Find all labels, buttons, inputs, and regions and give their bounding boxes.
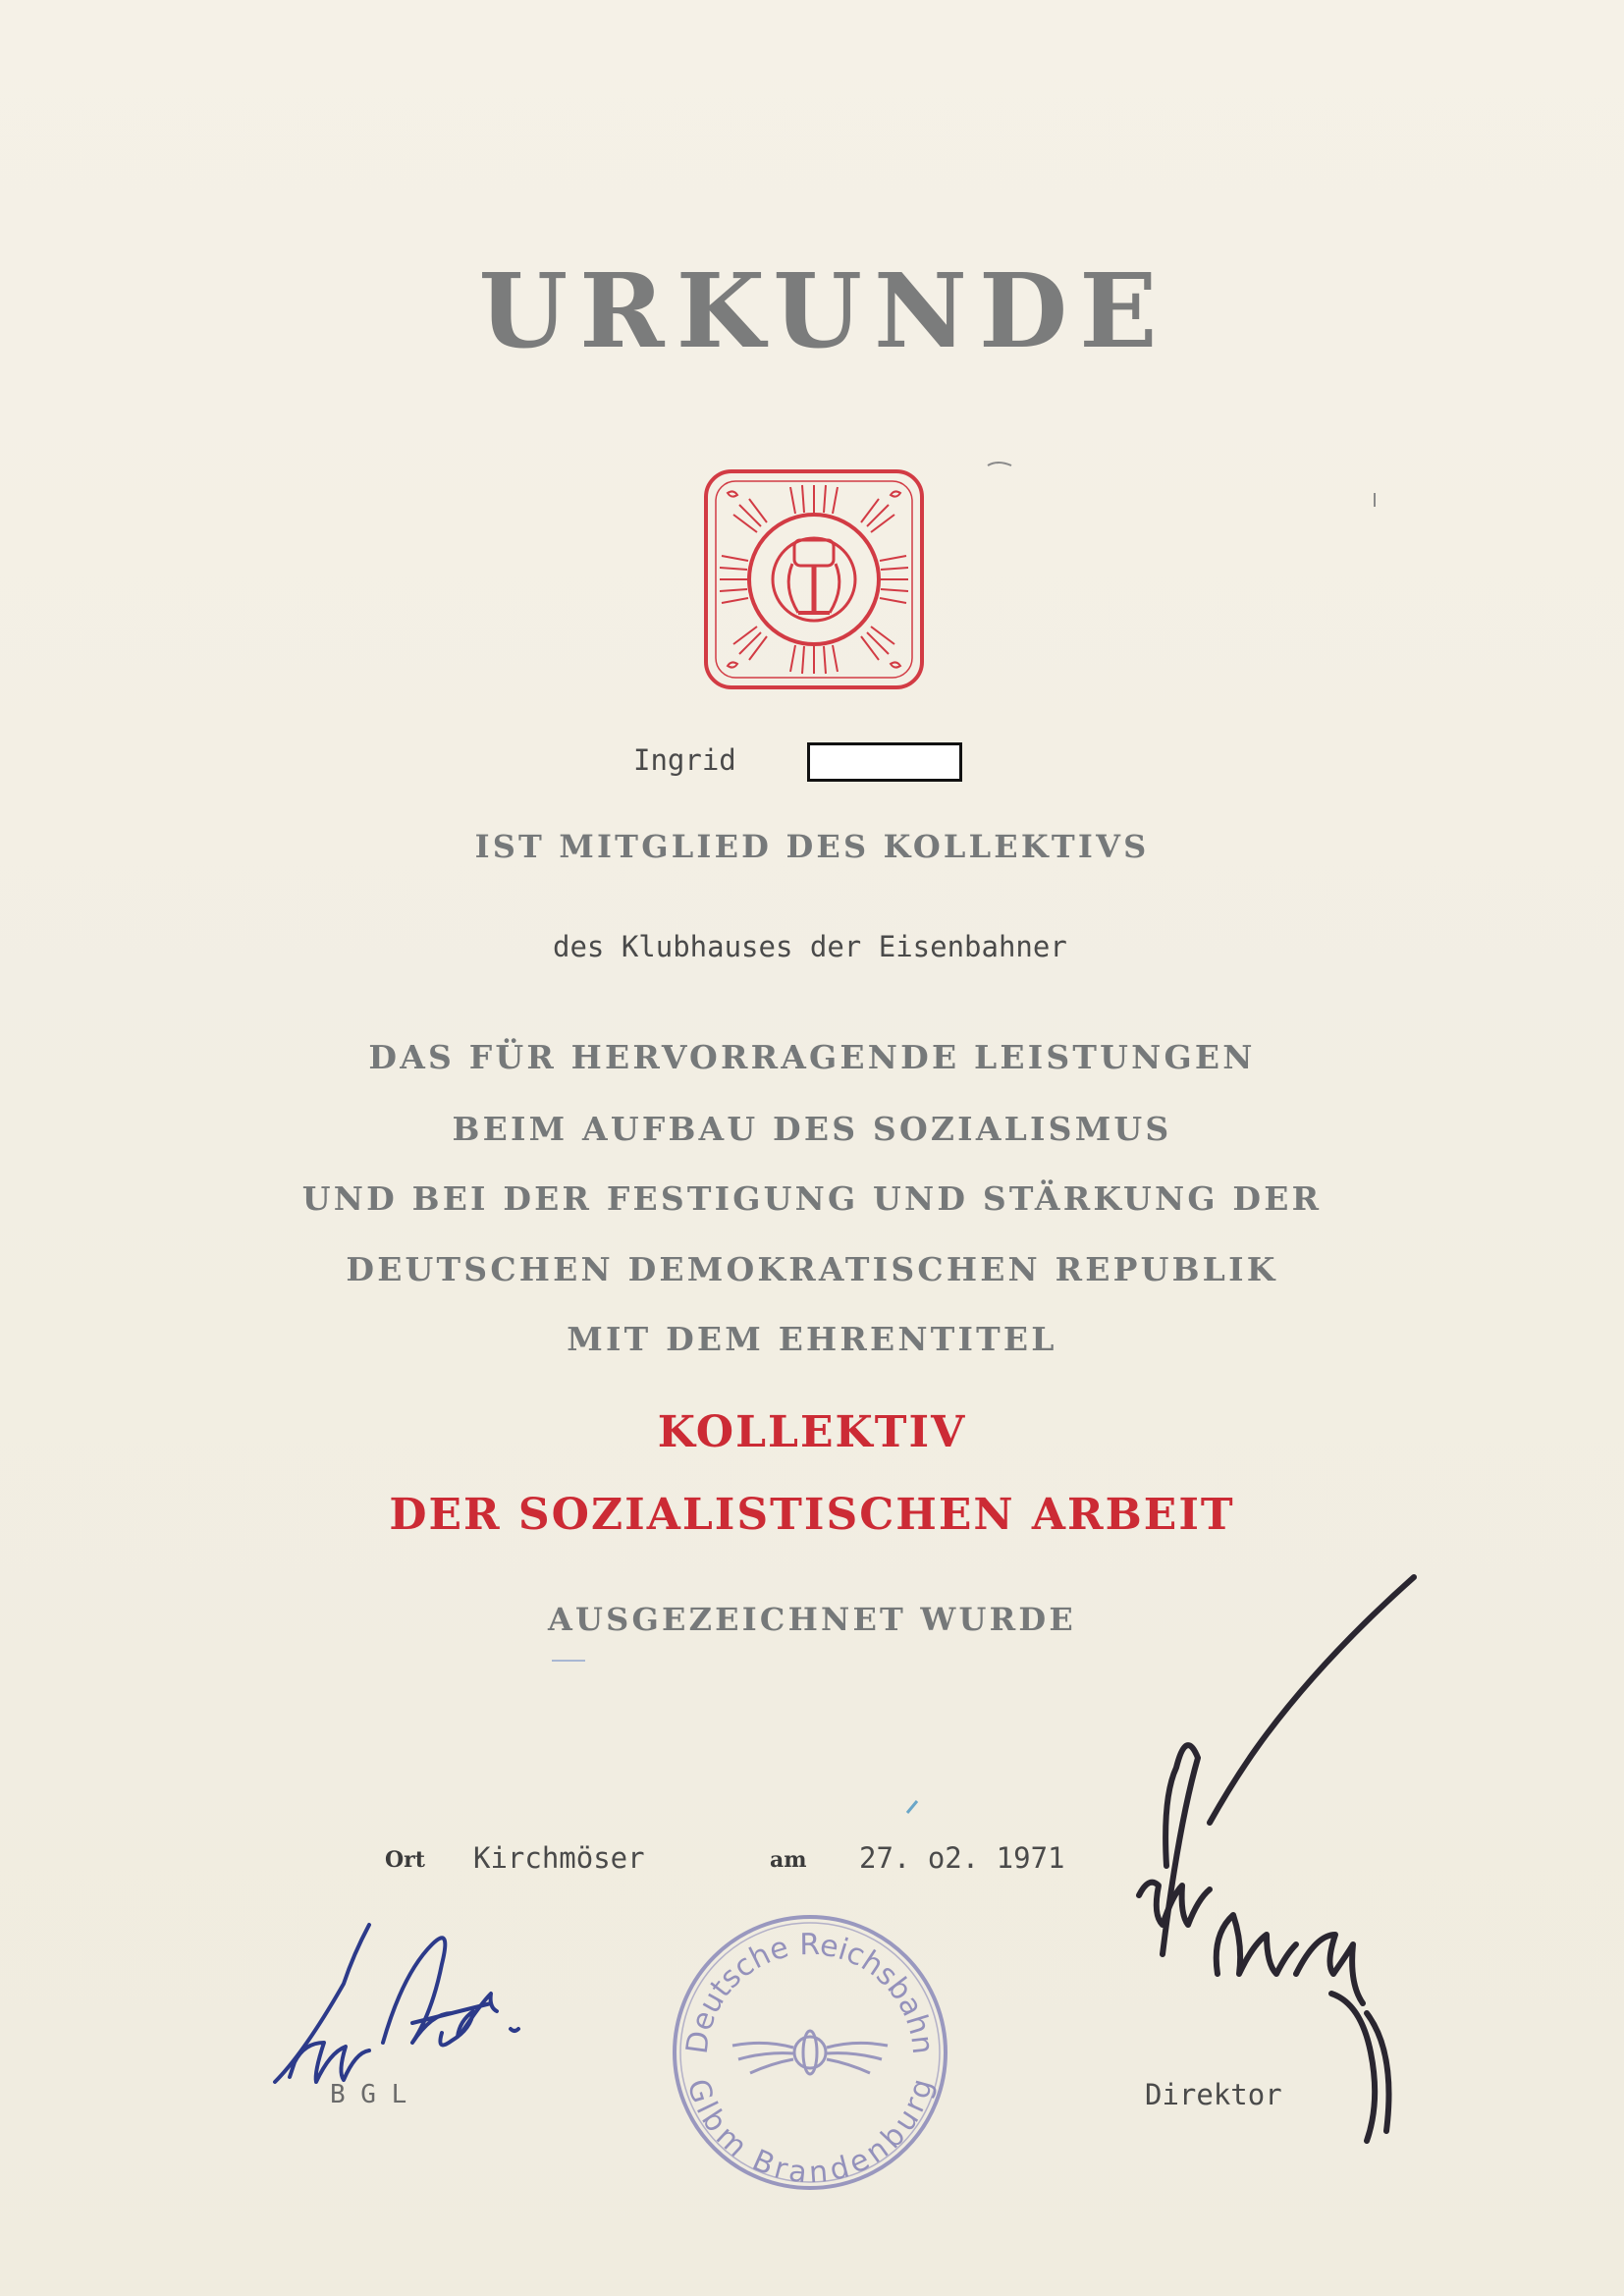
- place-value: Kirchmöser: [473, 1841, 645, 1875]
- honor-title-line-1: KOLLEKTIV: [657, 1407, 967, 1457]
- certificate-title: URKUNDE: [478, 250, 1169, 371]
- recipient-first-name: Ingrid: [633, 743, 736, 777]
- railway-stamp: [668, 1910, 952, 2195]
- signatory-right-label: Direktor: [1145, 2078, 1282, 2111]
- body-line-3: UND BEI DER FESTIGUNG UND STÄRKUNG DER: [301, 1179, 1323, 1218]
- svg-text:Glbm Brandenburg: [679, 2075, 940, 2190]
- paper-speck: [550, 1656, 589, 1666]
- place-label: Ort: [385, 1847, 425, 1873]
- stamp-text-top: Deutsche Reichsbahn: [679, 1927, 941, 2056]
- winged-wheel-icon: [732, 2031, 888, 2074]
- collective-name: des Klubhauses der Eisenbahner: [553, 930, 1067, 963]
- closing-line: AUSGEZEICHNET WURDE: [548, 1601, 1076, 1638]
- stamp-text-bottom: Glbm Brandenburg: [679, 2075, 941, 2191]
- signature-director: [1110, 1571, 1463, 2180]
- honor-title-line-2: DER SOZIALISTISCHEN ARBEIT: [389, 1490, 1235, 1540]
- body-line-5: MIT DEM EHRENTITEL: [567, 1320, 1057, 1358]
- signatory-left-label: B G L: [330, 2080, 407, 2109]
- paper-speck: [986, 460, 1015, 471]
- paper-speck: [903, 1797, 923, 1817]
- date-value: 27. o2. 1971: [859, 1841, 1065, 1875]
- member-line: IST MITGLIED DES KOLLEKTIVS: [474, 828, 1150, 865]
- redacted-surname-box: [807, 742, 962, 782]
- signature-bgl: [265, 1915, 589, 2111]
- date-label: am: [770, 1847, 807, 1873]
- paper-speck: [1370, 491, 1380, 511]
- body-line-1: DAS FÜR HERVORRAGENDE LEISTUNGEN: [368, 1038, 1256, 1076]
- body-line-4: DEUTSCHEN DEMOKRATISCHEN REPUBLIK: [346, 1250, 1278, 1288]
- collective-emblem: [700, 465, 928, 693]
- body-line-2: BEIM AUFBAU DES SOZIALISMUS: [452, 1110, 1172, 1148]
